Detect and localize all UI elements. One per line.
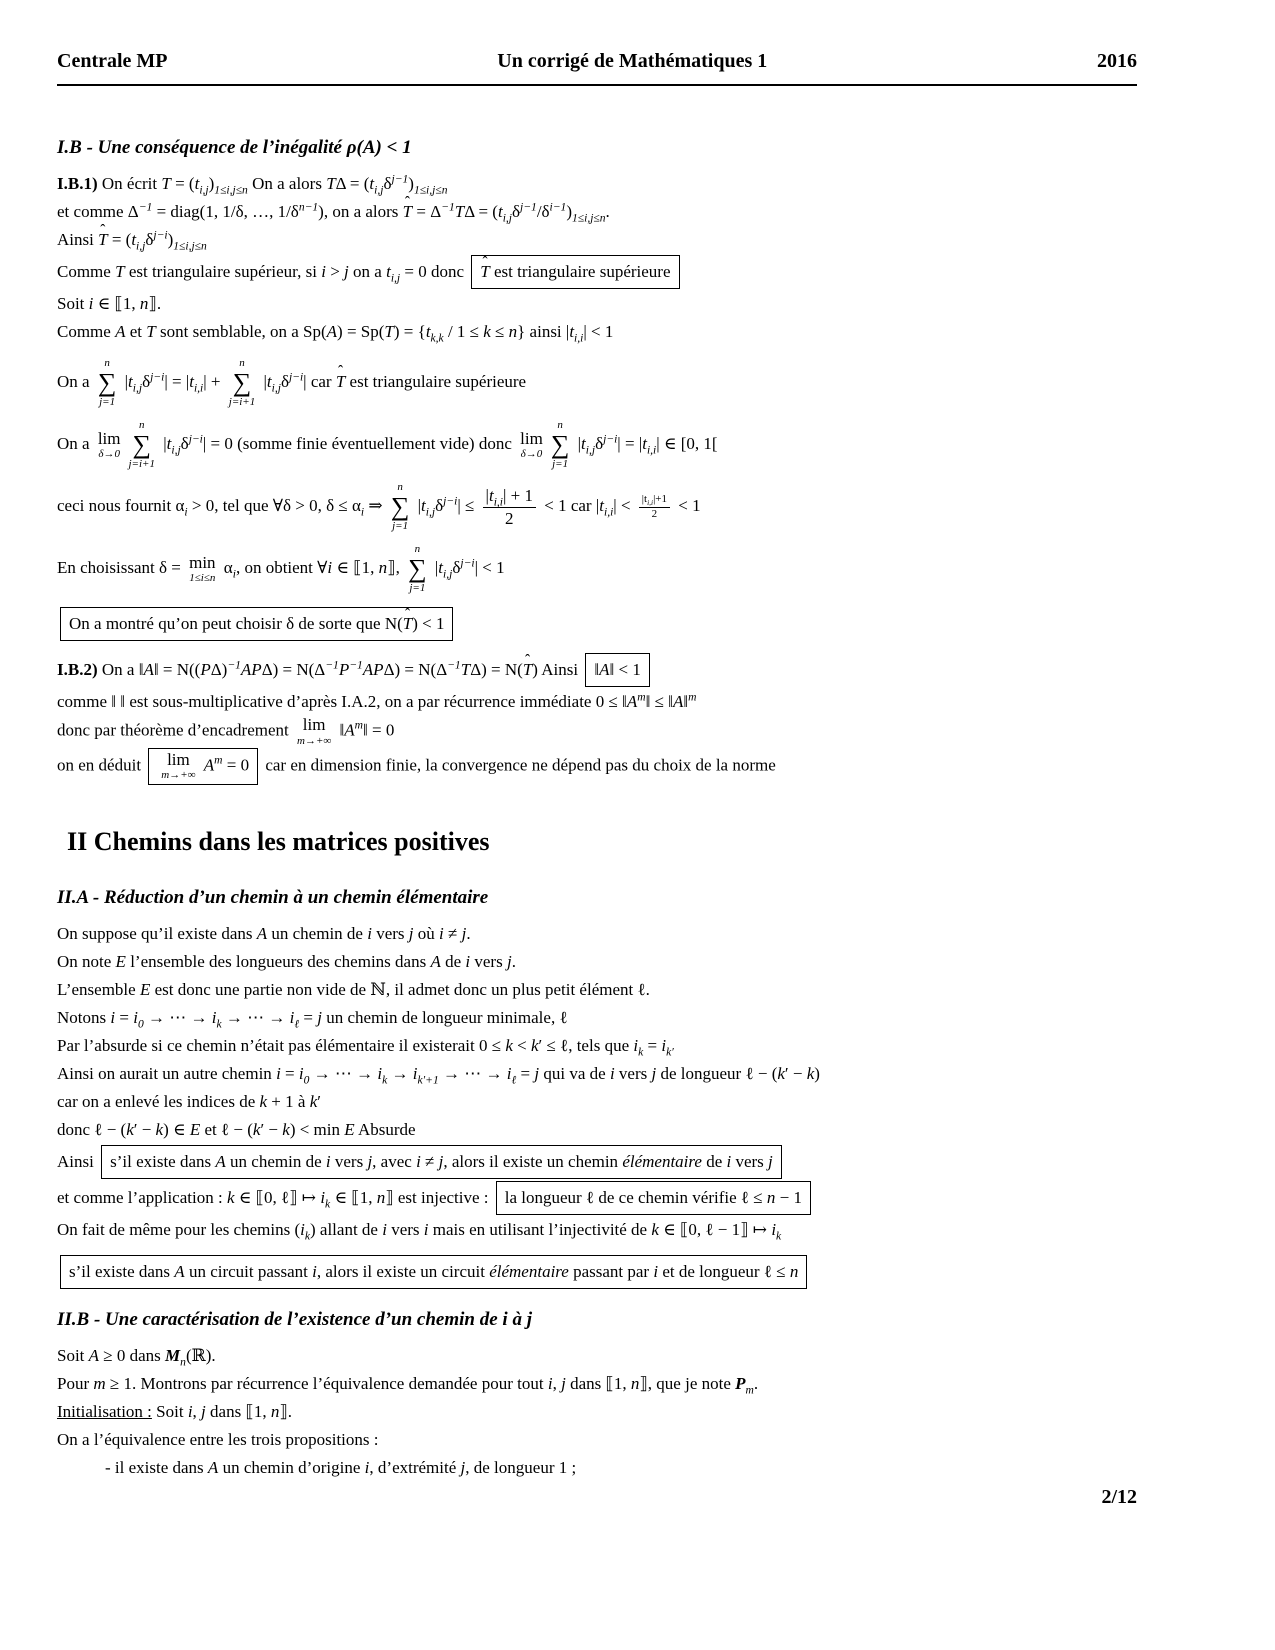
line-IIA-1: On suppose qu’il existe dans A un chemin de i vers j où i ≠ j.	[57, 923, 471, 943]
header-year: 2016	[1097, 50, 1137, 72]
line-IIB-4: On a l’équivalence entre les trois propositions :	[57, 1429, 379, 1449]
line-IB2-3: donc par théorème d’encadrement lim m→+∞ $‖A^m‖ = 0$	[57, 715, 395, 747]
line-IIB-1: Soit A ≥ 0 dans $M_n(ℝ)$.	[57, 1345, 216, 1368]
answer-box: la longueur ℓ de ce chemin vérifie ℓ ≤ n − 1	[496, 1181, 811, 1215]
section-heading-IB: I.B - Une conséquence de l’inégalité ρ(A) < 1	[57, 137, 412, 158]
line-IB1-9: ceci nous fournit $\alpha_i > 0$, tel que ∀δ > 0, $\delta \le \alpha_i$ ⇒ n ∑ j=1 $|t_{i,j}\delta^{j-i}|$ ≤ $\frac{|t_{i,i}| + 1}{2}$ < 1 car $|t_{i,i}|$ < $\frac{|t_{i,i}|+1}{2}$ < 1	[57, 481, 701, 532]
line-IB1-8: On a lim δ→0 n ∑ j=i+1 $|t_{i,j}\delta^{j-i}| = 0$ (somme finie éventuellement vide) donc lim δ→0 n ∑ j=1 $|t_{i,j}\delta^{j-i}| = |t_{i,i}|$ ∈ [0, 1[	[57, 419, 718, 470]
line-IB2-2: comme ‖ ‖ est sous-multiplicative d’après I.A.2, on a par récurrence immédiate $0 \le ‖A^m‖$ ≤ ‖A‖$^m$	[57, 690, 697, 711]
section-heading-IIB: II.B - Une caractérisation de l’existence d’un chemin de i à j	[57, 1308, 532, 1330]
line-IIB-3: Initialisation : Soit i, j dans ⟦1, n⟧.	[57, 1401, 293, 1421]
answer-box: ˆ T est triangulaire supérieure	[471, 255, 679, 289]
header-rule	[57, 84, 1137, 86]
line-IIB-2: Pour m ≥ 1. Montrons par récurrence l’équivalence demandée pour tout i, j dans ⟦1, n⟧, que je note $P_m$.	[57, 1373, 759, 1396]
answer-box: s’il existe dans A un chemin de i vers j, avec i ≠ j, alors il existe un chemin élémentaire de i vers j	[101, 1145, 782, 1179]
line-IIB-5: - il existe dans A un chemin d’origine i, d’extrémité j, de longueur 1 ;	[105, 1457, 577, 1477]
line-IIA-4: Notons $i = i_0$ → ⋯ → $i_k$ → ⋯ → $i_\ell = j$ un chemin de longueur minimale, ℓ	[57, 1007, 568, 1030]
line-IB1-10: En choisissant δ = min 1≤i≤n $\alpha_i$, on obtient ∀i ∈ ⟦1, n⟧, n ∑ j=1 $|t_{i,j}\delta^{j-i}| < 1$	[57, 543, 505, 594]
answer-box: s’il existe dans A un circuit passant i, alors il existe un circuit élémentaire passant par i et de longueur ℓ ≤ n	[60, 1255, 807, 1289]
section-heading-IIA: II.A - Réduction d’un chemin à un chemin élémentaire	[57, 886, 489, 908]
line-IB1-6: Comme A et T sont semblable, on a $Sp(A) = Sp(T) = \{t_{k,k} / 1 \le k \le n\}$ ainsi $|t_{i,i}| < 1$	[57, 322, 614, 345]
line-IIA-6: Ainsi on aurait un autre chemin $i = i_0$ → ⋯ → $i_k \to i_{k'+1}$ → ⋯ → $i_\ell = j$ qui va de i vers j de longueur ℓ − (k′ − k)	[57, 1063, 820, 1086]
chapter-heading-II: II Chemins dans les matrices positives	[67, 826, 490, 856]
line-IB2-4: on en déduit lim m→+∞ $A^m = 0$ car en dimension finie, la convergence ne dépend pas du choix de la norme	[57, 747, 1137, 786]
document-body	[57, 118, 1137, 1482]
line-IB1-3: Ainsi ˆ $T = (t_{i,j}\delta^{j-i})_{1\le i,j\le n}$	[57, 226, 1137, 254]
line-IIA-8: donc ℓ − (k′ − k) ∈ E et ℓ − (k′ − k) < min E Absurde	[57, 1119, 416, 1139]
line-IIA-7: car on a enlevé les indices de k + 1 à k′	[57, 1091, 321, 1111]
line-IB1-5: Soit i ∈ ⟦1, n⟧.	[57, 294, 162, 313]
line-IB1-1: I.B.1) On écrit $T = (t_{i,j})_{1\le i,j\le n}$ On a alors $T\Delta = (t_{i,j}\delta^{j-1})_{1\le i,j\le n}$	[57, 172, 448, 197]
line-IB1-4: Comme T est triangulaire supérieur, si i > j on a $t_{i,j} = 0$ donc ˆ T est triangulaire supérieure	[57, 254, 1137, 290]
line-IIA-10: et comme l’application : k ∈ ⟦0, ℓ⟧ ↦ $i_k$ ∈ ⟦1, n⟧ est injective : la longueur ℓ de ce chemin vérifie ℓ ≤ n − 1	[57, 1180, 1137, 1216]
line-IIA-3: L’ensemble E est donc une partie non vide de ℕ, il admet donc un plus petit élément ℓ.	[57, 979, 650, 999]
line-IB1-7: On a n ∑ j=1 $|t_{i,j}\delta^{j-i}| = |t_{i,i}|$ + n ∑ j=i+1 $|t_{i,j}\delta^{j-i}|$ car ˆ T est triangulaire supérieure	[57, 358, 1137, 408]
header-title: Un corrigé de Mathématiques 1	[497, 50, 768, 72]
answer-box: On a montré qu’on peut choisir δ de sorte que N(ˆ T) < 1	[60, 607, 453, 641]
page-number: 2/12	[1101, 1486, 1137, 1508]
line-IIA-5: Par l’absurde si ce chemin n’était pas élémentaire il existerait 0 ≤ k < k′ ≤ ℓ, tels que $i_k = i_{k'}$	[57, 1035, 674, 1058]
line-IIA-9: Ainsi s’il existe dans A un chemin de i vers j, avec i ≠ j, alors il existe un chemin élémentaire de i vers j	[57, 1144, 1137, 1180]
answer-box: ‖A‖ < 1	[585, 653, 650, 687]
line-IIA-2: On note E l’ensemble des longueurs des chemins dans A de i vers j.	[57, 951, 516, 971]
line-IB2-1: I.B.2) On a ‖A‖ = $N((P\Delta)^{-1}AP\Delta) = N(\Delta^{-1}P^{-1}AP\Delta) = N(\Delta^{-1}T\Delta)$ = N(ˆ T) Ainsi ‖A‖ < 1	[57, 652, 1137, 688]
line-IIA-12	[57, 1254, 1137, 1290]
header-course: Centrale MP	[57, 50, 168, 72]
answer-box: lim m→+∞ $A^m = 0$	[148, 748, 258, 785]
line-IIA-11: On fait de même pour les chemins $(i_k)$ allant de i vers i mais en utilisant l’injectivité de k ∈ ⟦0, ℓ − 1⟧ ↦ $i_k$	[57, 1219, 782, 1242]
line-IB1-conclusion	[57, 606, 1137, 642]
line-IB1-2: et comme $\Delta^{-1}$ = diag(1, 1/δ, …, $1/\delta^{n-1}$), on a alors ˆ $T = \Delta^{-1}T\Delta = (t_{i,j}\delta^{j-1}/\delta^{i-1})_{1\le i,j\le n}$.	[57, 198, 1137, 226]
page-header	[57, 50, 1137, 73]
